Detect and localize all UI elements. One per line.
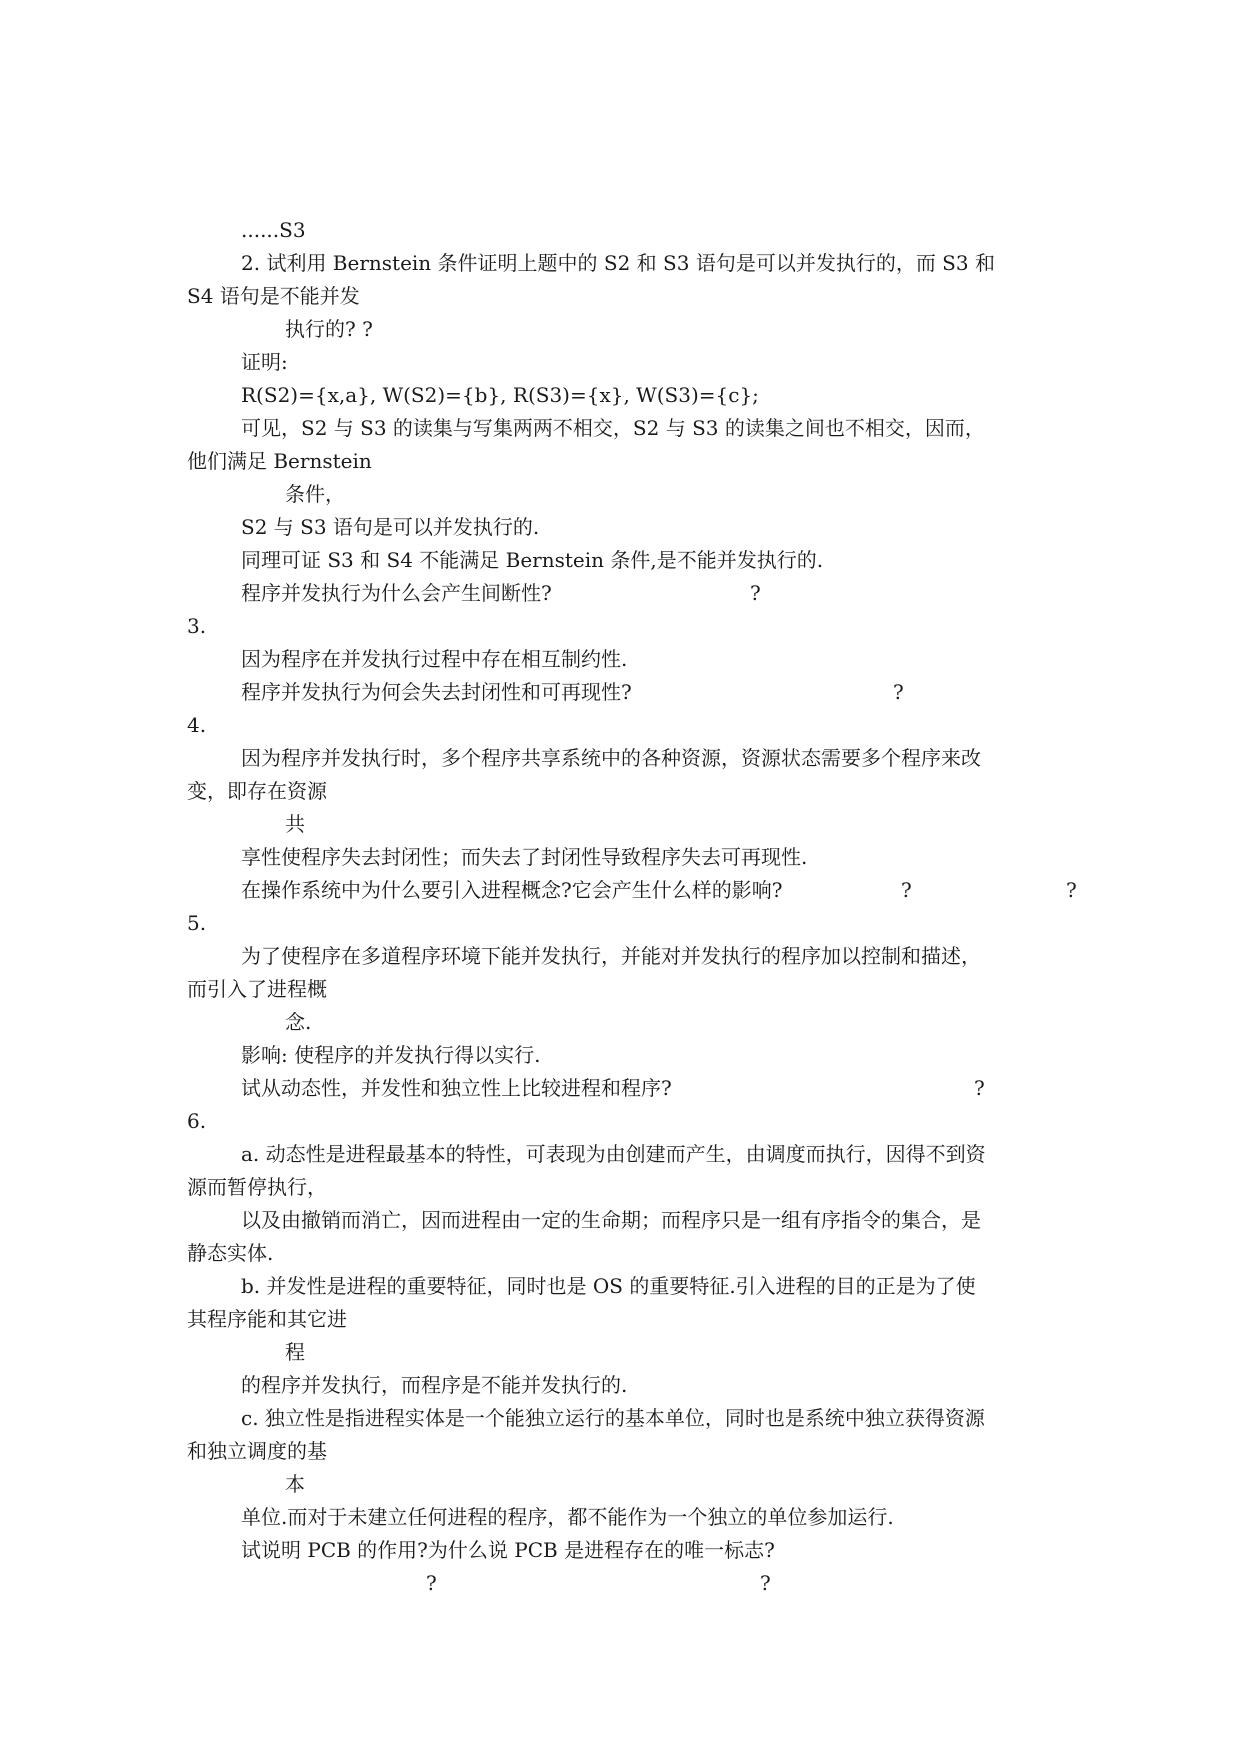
text-line: 享性使程序失去封闭性；而失去了封闭性导致程序失去可再现性. (241, 845, 808, 869)
text-line: 同理可证 S3 和 S4 不能满足 Bernstein 条件,是不能并发执行的. (241, 548, 824, 572)
text-line: 变，即存在资源 (187, 779, 327, 803)
question-mark: ? (974, 1076, 985, 1100)
text-line: 源而暂停执行， (187, 1175, 327, 1199)
text-line: 可见，S2 与 S3 的读集与写集两两不相交，S2 与 S3 的读集之间也不相交，因而， (241, 416, 985, 440)
text-line: 静态实体. (187, 1241, 274, 1265)
text-line: 2. 试利用 Bernstein 条件证明上题中的 S2 和 S3 语句是可以并发执行的，而 S3 和 (241, 251, 995, 275)
text-line: 和独立调度的基 (187, 1439, 327, 1463)
text-line: R(S2)={x,a}, W(S2)={b}, R(S3)={x}, W(S3)={c}; (241, 383, 759, 407)
text-line: 而引入了进程概 (187, 977, 327, 1001)
text-line: 程 (285, 1340, 305, 1364)
text-line: 因为程序在并发执行过程中存在相互制约性. (241, 647, 628, 671)
text-line: 的程序并发执行，而程序是不能并发执行的. (241, 1373, 628, 1397)
text-line: 为了使程序在多道程序环境下能并发执行，并能对并发执行的程序加以控制和描述， (241, 944, 981, 968)
question-mark: ? (893, 680, 904, 704)
text-line: 4. (187, 713, 207, 737)
text-line: 以及由撤销而消亡，因而进程由一定的生命期；而程序只是一组有序指令的集合，是 (241, 1208, 981, 1232)
text-line: S2 与 S3 语句是可以并发执行的. (241, 515, 540, 539)
text-line: 影响: 使程序的并发执行得以实行. (241, 1043, 541, 1067)
text-line: 执行的? ? (285, 317, 373, 341)
text-line: a. 动态性是进程最基本的特性，可表现为由创建而产生，由调度而执行，因得不到资 (241, 1142, 986, 1166)
text-line: 单位.而对于未建立任何进程的程序，都不能作为一个独立的单位参加运行. (241, 1505, 894, 1529)
text-line: 共 (285, 812, 305, 836)
text-line: 试从动态性，并发性和独立性上比较进程和程序? (241, 1076, 672, 1100)
text-line: c. 独立性是指进程实体是一个能独立运行的基本单位，同时也是系统中独立获得资源 (241, 1406, 985, 1430)
question-mark: ? (750, 581, 761, 605)
text-line: 5. (187, 911, 207, 935)
question-mark: ? (1066, 878, 1077, 902)
text-line: 试说明 PCB 的作用?为什么说 PCB 是进程存在的唯一标志? (241, 1538, 775, 1562)
text-line: b. 并发性是进程的重要特征，同时也是 OS 的重要特征.引入进程的目的正是为了使 (241, 1274, 976, 1298)
text-line: 因为程序并发执行时，多个程序共享系统中的各种资源，资源状态需要多个程序来改 (241, 746, 981, 770)
text-line: 其程序能和其它进 (187, 1307, 347, 1331)
question-mark: ? (426, 1571, 437, 1595)
text-line: 程序并发执行为什么会产生间断性? (241, 581, 552, 605)
question-mark: ? (760, 1571, 771, 1595)
text-line: 3. (187, 614, 207, 638)
text-line: 条件， (285, 482, 345, 506)
text-line: 本 (285, 1472, 305, 1496)
text-line: S4 语句是不能并发 (187, 284, 360, 308)
text-line: 证明: (241, 350, 288, 374)
text-line: 程序并发执行为何会失去封闭性和可再现性? (241, 680, 632, 704)
text-line: ......S3 (241, 218, 306, 242)
text-line: 在操作系统中为什么要引入进程概念?它会产生什么样的影响? (241, 878, 783, 902)
question-mark: ? (901, 878, 912, 902)
text-line: 6. (187, 1109, 207, 1133)
text-line: 他们满足 Bernstein (187, 449, 372, 473)
text-line: 念. (285, 1010, 312, 1034)
